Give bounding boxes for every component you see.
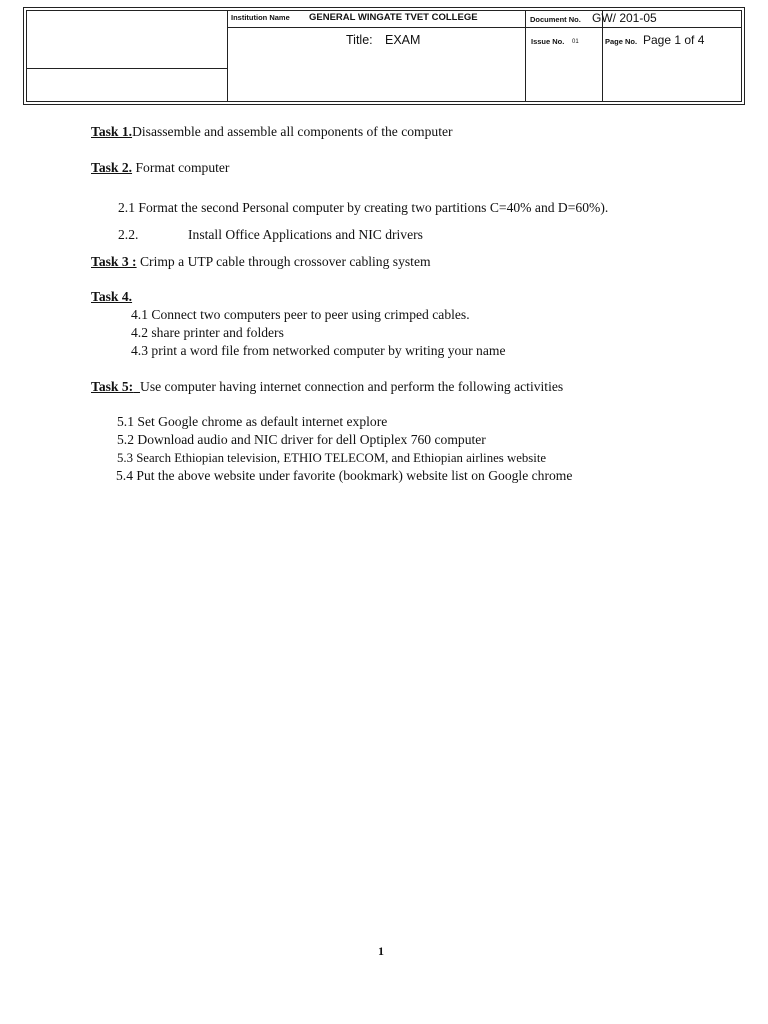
task-5-text: Use computer having internet connection and perform the following activities bbox=[140, 379, 564, 394]
document-number-label: Document No. bbox=[530, 15, 581, 24]
task-3-label: Task 3 : bbox=[91, 254, 137, 269]
footer-page-number: 1 bbox=[378, 944, 384, 958]
page-number-value: Page 1 of 4 bbox=[643, 33, 705, 47]
task-5-2: 5.2 Download audio and NIC driver for dell Optiplex 760 computer bbox=[117, 432, 486, 447]
header-divider-1 bbox=[227, 10, 228, 102]
institution-label: Institution Name bbox=[231, 13, 290, 22]
task-5 bbox=[91, 379, 563, 395]
task-1-text: Disassemble and assemble all components of the computer bbox=[132, 124, 453, 139]
task-3 bbox=[91, 254, 431, 270]
document-number-value: GW/ 201-05 bbox=[592, 11, 657, 25]
task-2 bbox=[91, 160, 229, 176]
page-number-label: Page No. bbox=[605, 37, 638, 46]
task-3-text: Crimp a UTP cable through crossover cabling system bbox=[136, 254, 431, 269]
logo-cell-divider bbox=[26, 68, 227, 69]
task-2-label: Task 2. bbox=[91, 160, 133, 175]
header-row-divider bbox=[227, 27, 742, 28]
task-1-label: Task 1. bbox=[91, 124, 133, 139]
task-1 bbox=[91, 124, 453, 140]
title-value: EXAM bbox=[385, 33, 421, 47]
task-4-3: 4.3 print a word file from networked computer by writing your name bbox=[131, 343, 506, 358]
task-2-2-text: Install Office Applications and NIC drivers bbox=[188, 227, 423, 242]
task-5-3: 5.3 Search Ethiopian television, ETHIO TELECOM, and Ethiopian airlines website bbox=[117, 451, 547, 465]
issue-number-label: Issue No. bbox=[531, 37, 565, 46]
task-2-text: Format computer bbox=[132, 160, 230, 175]
issue-number-value: 01 bbox=[572, 39, 579, 45]
task-2-1: 2.1 Format the second Personal computer by creating two partitions C=40% and D=60%). bbox=[118, 200, 609, 215]
task-2-2 bbox=[118, 227, 138, 243]
task-4-label: Task 4. bbox=[91, 289, 133, 304]
task-5-4: 5.4 Put the above website under favorite (bookmark) website list on Google chrome bbox=[116, 468, 573, 483]
institution-name: GENERAL WINGATE TVET COLLEGE bbox=[309, 12, 478, 23]
logo-cell bbox=[27, 11, 226, 67]
task-2-2-number: 2.2. bbox=[118, 227, 139, 242]
task-5-1: 5.1 Set Google chrome as default internet explore bbox=[117, 414, 388, 429]
task-4 bbox=[91, 289, 132, 305]
header-divider-2 bbox=[525, 10, 526, 102]
title-label: Title: bbox=[346, 33, 373, 47]
task-4-2: 4.2 share printer and folders bbox=[131, 325, 284, 340]
task-4-1: 4.1 Connect two computers peer to peer using crimped cables. bbox=[131, 307, 470, 322]
task-5-label: Task 5: bbox=[91, 379, 134, 394]
